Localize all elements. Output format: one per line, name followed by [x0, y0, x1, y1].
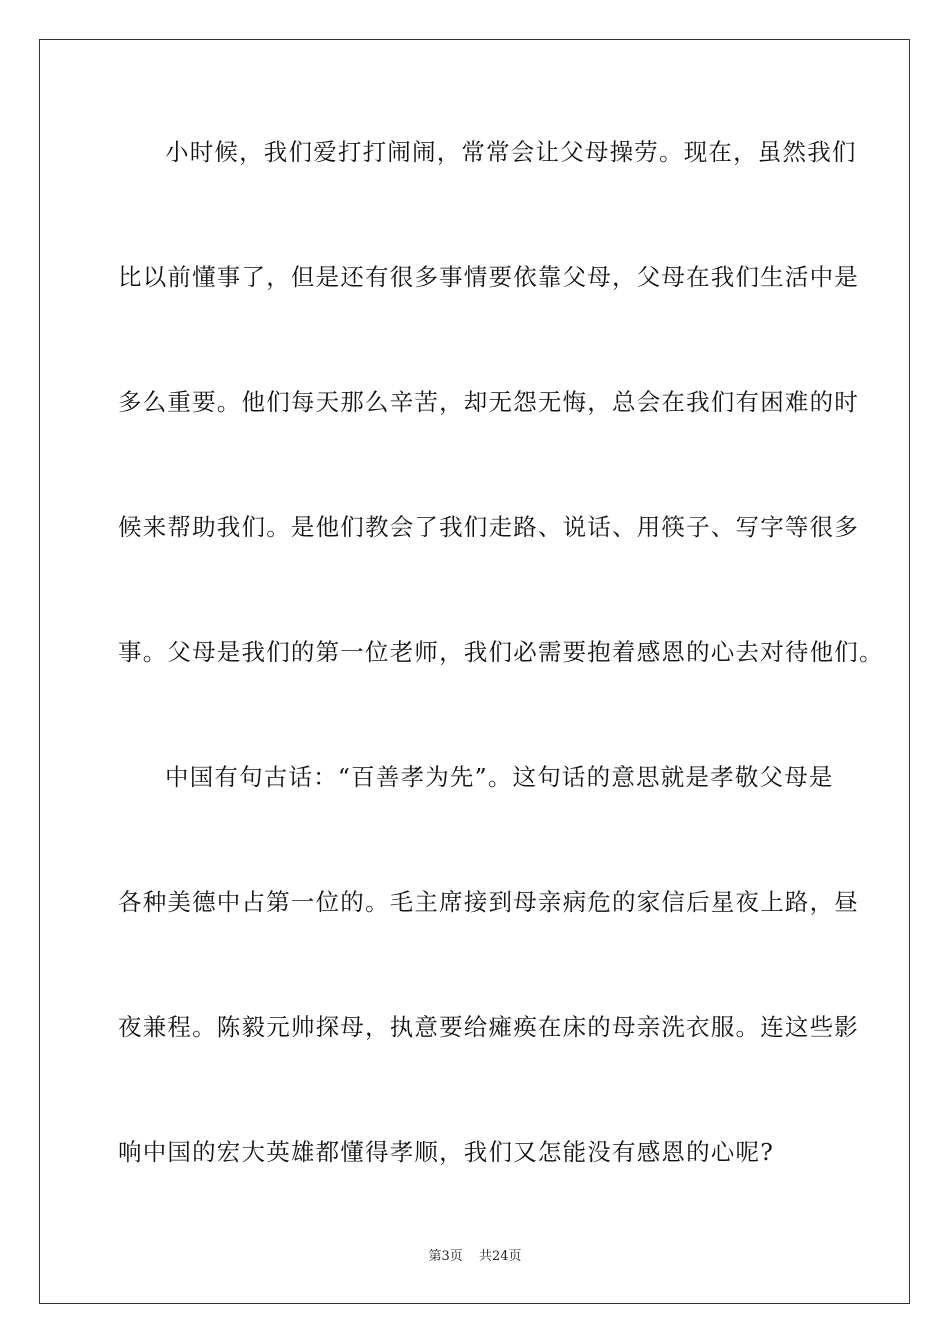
- page-border: [39, 39, 910, 1304]
- page-footer: [0, 1248, 950, 1266]
- paragraph-2-line-2: 各种美德中占第一位的。毛主席接到母亲病危的家信后星夜上路，昼: [118, 888, 859, 916]
- paragraph-2-line-4: 响中国的宏大英雄都懂得孝顺，我们又怎能没有感恩的心呢?: [118, 1138, 774, 1166]
- paragraph-1-line-3: 多么重要。他们每天那么辛苦，却无怨无悔，总会在我们有困难的时: [118, 388, 859, 416]
- paragraph-2-line-3: 夜兼程。陈毅元帅探母，执意要给瘫痪在床的母亲洗衣服。连这些影: [118, 1013, 859, 1041]
- page-total: 共24页: [478, 1249, 522, 1264]
- paragraph-1-line-2: 比以前懂事了，但是还有很多事情要依靠父母，父母在我们生活中是: [118, 263, 859, 291]
- page-number: 第3页: [428, 1249, 463, 1264]
- paragraph-1-line-1: 小时候，我们爱打打闹闹，常常会让父母操劳。现在，虽然我们: [165, 138, 857, 166]
- paragraph-1-line-4: 候来帮助我们。是他们教会了我们走路、说话、用筷子、写字等很多: [118, 513, 859, 541]
- paragraph-2-line-1: 中国有句古话：“百善孝为先”。这句话的意思就是孝敬父母是: [165, 763, 834, 791]
- paragraph-1-line-5: 事。父母是我们的第一位老师，我们必需要抱着感恩的心去对待他们。: [118, 638, 884, 666]
